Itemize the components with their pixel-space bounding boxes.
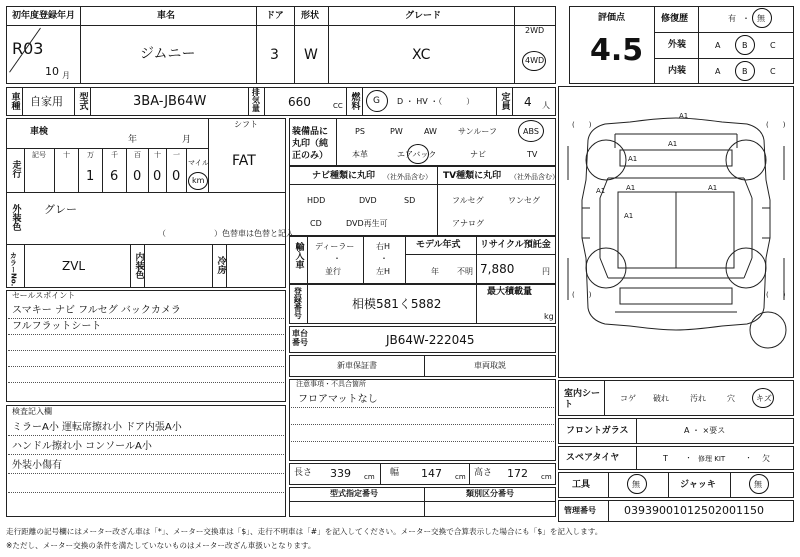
grade-label: グレード: [405, 11, 442, 21]
diagram-mark-4: A1: [626, 184, 636, 192]
first-reg-label: 初年度登録年月: [12, 11, 76, 21]
capacity-unit: 人: [542, 101, 550, 110]
exterior-a: A: [715, 41, 721, 50]
color-no-label: カラーNo.: [9, 252, 18, 287]
diagram-paren-1: ( ): [572, 121, 592, 129]
displacement-label: 排気量: [251, 88, 261, 112]
interior-c: C: [770, 67, 776, 76]
equip-leather: 本革: [352, 150, 368, 159]
mileage-d5: 0: [172, 169, 181, 184]
navi-sub: （社外品含む）: [383, 173, 432, 181]
color-no-value: ZVL: [62, 259, 86, 273]
inspect-label: 検査記入欄: [12, 407, 52, 416]
model-value: 3BA-JB64W: [133, 94, 207, 109]
mgmt-label: 管理番号: [564, 506, 596, 515]
navi-label: ナビ種類に丸印: [312, 171, 376, 181]
sheet-label: 室内シート: [564, 389, 601, 410]
mileage-sign: 記号: [32, 151, 46, 159]
first-reg-month: 10: [45, 65, 59, 78]
chassis-value: JB64W-222045: [386, 333, 475, 347]
mileage-h4: 十: [154, 151, 161, 159]
mileage-h2: 千: [111, 151, 118, 159]
navi-dvd: DVD: [359, 196, 377, 205]
diagram-mark-1: A1: [679, 112, 689, 120]
hei-value: 172: [507, 467, 528, 480]
mileage-d4: 0: [153, 169, 162, 184]
inspection-year: 年: [128, 135, 138, 145]
interior-b: B: [742, 67, 748, 76]
import-parallel: 並行: [325, 267, 341, 276]
score-label: 評価点: [598, 13, 626, 23]
interior-a: A: [715, 67, 721, 76]
inspect-line-2: ハンドル擦れ小 コンソールA小: [12, 441, 152, 452]
reg-value: 相模581く5882: [352, 297, 442, 311]
notes-block: [289, 379, 556, 461]
interior-label: 内装: [668, 66, 687, 76]
notes-label: 注意事項・不具合箇所: [296, 380, 366, 388]
diagram-mark-2: A1: [668, 140, 678, 148]
car-name-label: 車名: [157, 11, 176, 21]
hei-unit: cm: [541, 473, 552, 481]
inspection-label: 車検: [30, 127, 49, 137]
mileage-h1: 万: [87, 151, 94, 159]
interior-color-label: 内装色: [133, 252, 144, 279]
mileage-h5: 一: [173, 151, 180, 159]
inspect-line-1: ミラーA小 運転席擦れ小 ドア内張A小: [12, 422, 182, 433]
navi-sd: SD: [404, 196, 416, 205]
shift-label: シフト: [234, 120, 258, 129]
repair-dot: ・: [742, 14, 750, 23]
sales-line-1: スマキー ナビ フルセグ バックカメラ: [12, 305, 181, 316]
mileage-d3: 0: [133, 169, 142, 184]
tools-value: 無: [632, 480, 640, 489]
diagram-paren-4: ( ): [766, 291, 786, 299]
exterior-b: B: [742, 41, 748, 50]
sheet-yogore: 汚れ: [690, 394, 706, 403]
use-value: 自家用: [30, 95, 63, 108]
exterior-label: 外装: [668, 40, 687, 50]
navi-dvd-play: DVD再生可: [346, 219, 388, 228]
equip-navi: ナビ: [470, 150, 486, 159]
diagram-paren-2: ( ): [766, 121, 786, 129]
warranty-label: 新車保証書: [337, 361, 377, 370]
spare-dot2: ・: [745, 454, 752, 462]
wid-unit: cm: [455, 473, 466, 481]
footer-line-1: 走行距離の記号欄にはメーター改ざん車は「*」、メーター交換車は「$」、走行不明車は「#」を記入してください。メーター交換で合算表示した場合にも「$」を記入します。: [6, 527, 603, 536]
import-left: 左H: [376, 267, 391, 276]
glass-value: A ・ ×要ス: [684, 426, 726, 435]
equip-ps: PS: [355, 127, 365, 136]
footer-line-2: ※ただし、メーター交換の条件を満たしていないものはメーター改ざん車扱いとなります。: [6, 541, 316, 550]
type-no-label: 型式指定番号: [330, 489, 378, 498]
sales-line-2: フルフラットシート: [12, 321, 102, 332]
wid-label: 幅: [390, 468, 400, 478]
reg-label: 登録番号: [293, 287, 303, 319]
inspect-line-3: 外装小傷有: [12, 460, 62, 471]
equipment-label: 装備品に丸印（純正のみ）: [292, 127, 329, 162]
notes-value: フロアマットなし: [298, 394, 378, 405]
diagram-paren-3: ( ): [572, 291, 592, 299]
jack-label: ジャッキ: [680, 480, 716, 490]
mileage-d1: 1: [86, 169, 95, 184]
equip-abs: ABS: [523, 127, 539, 136]
mgmt-value: 03939001012502001150: [624, 504, 764, 517]
displacement-value: 660: [288, 95, 311, 109]
aircon-label: 冷房: [215, 256, 226, 274]
car-name: ジムニー: [140, 46, 196, 62]
payload-unit: kg: [544, 312, 554, 321]
tools-label: 工具: [572, 480, 591, 490]
mileage-label: 走行: [10, 160, 21, 178]
tv-oneseg: ワンセグ: [508, 196, 540, 205]
mileage-mile: マイル: [188, 159, 209, 167]
spare-missing: 欠: [762, 454, 770, 463]
wid-value: 147: [421, 467, 442, 480]
color-label: 外装色: [10, 204, 21, 231]
fuel-g: G: [373, 96, 380, 106]
mileage-h3: 百: [134, 151, 141, 159]
repair-no: 無: [757, 14, 765, 23]
color-paren: （ ）色替車は色替と記入: [158, 229, 294, 238]
equip-sunroof: サンルーフ: [458, 127, 497, 136]
shift-value: FAT: [232, 153, 256, 169]
inspection-month: 月: [182, 135, 192, 145]
fuel-rest: D ・ HV ・（ ）: [397, 97, 475, 106]
import-right: 右H: [376, 242, 391, 251]
diagram-mark-6: A1: [708, 184, 718, 192]
car-diagram: [560, 88, 792, 376]
glass-label: フロントガラス: [566, 426, 629, 436]
len-value: 339: [330, 467, 351, 480]
chassis-label: 車台番号: [292, 329, 308, 347]
import-label: 輸入車: [293, 242, 304, 269]
len-unit: cm: [364, 473, 375, 481]
jack-value: 無: [754, 480, 762, 489]
equip-pw: PW: [390, 127, 403, 136]
use-label: 車種: [9, 92, 20, 110]
cc-unit: CC: [333, 102, 343, 110]
import-dot2: ・: [380, 254, 388, 263]
diagram-mark-3: A1: [628, 155, 638, 163]
equip-aw: AW: [424, 127, 437, 136]
diagram-mark-5: A1: [596, 187, 606, 195]
sheet-ana: 穴: [727, 394, 735, 403]
sheet-kizu: キズ: [756, 394, 772, 403]
class-no-label: 類別区分番号: [466, 489, 514, 498]
tv-label: TV種類に丸印: [443, 171, 502, 181]
warranty-block: [289, 355, 556, 377]
import-dealer: ディーラー: [315, 242, 355, 251]
exterior-c: C: [770, 41, 776, 50]
hei-label: 高さ: [474, 468, 493, 478]
spare-label: スペアタイヤ: [566, 453, 620, 463]
model-label: 型式: [77, 92, 88, 110]
diagram-mark-7: A1: [624, 212, 634, 220]
manual-label: 車両取説: [474, 361, 506, 370]
drive-4wd: 4WD: [525, 56, 545, 65]
sales-label: セールスポイント: [12, 291, 76, 300]
spare-dot: ・: [685, 454, 692, 462]
import-dot: ・: [333, 254, 341, 263]
model-year-label: モデル年式: [416, 240, 461, 250]
score-value: 4.5: [590, 33, 644, 68]
sheet-koge: コゲ: [620, 394, 636, 403]
first-reg-year: R03: [12, 39, 44, 58]
equip-tv: TV: [527, 150, 538, 159]
recycle-value: 7,880: [480, 262, 515, 276]
recycle-unit: 円: [542, 267, 550, 276]
first-reg-month-unit: 月: [62, 71, 70, 80]
payload-label: 最大積載量: [487, 287, 533, 297]
color-value: グレー: [44, 203, 77, 216]
navi-hdd: HDD: [307, 196, 326, 205]
capacity-label: 定員: [499, 92, 510, 110]
model-year-unknown: 不明: [457, 267, 473, 276]
fuel-label: 燃料: [349, 92, 360, 110]
navi-cd: CD: [310, 219, 322, 228]
door-value: 3: [270, 47, 279, 63]
recycle-label: リサイクル預託金: [480, 240, 551, 250]
spare-kit: 修理 KIT: [698, 455, 726, 463]
len-label: 長さ: [294, 468, 313, 478]
repair-label: 修復歴: [661, 14, 689, 24]
model-year-year: 年: [431, 267, 439, 276]
mileage-d2: 6: [110, 169, 119, 184]
tv-sub: （社外品含む）: [510, 173, 559, 181]
equip-airbag: エアバック: [397, 150, 437, 159]
spare-t: T: [663, 454, 668, 463]
mileage-km: km: [192, 176, 205, 185]
drive-2wd: 2WD: [525, 26, 545, 35]
door-label: ドア: [266, 11, 284, 21]
mileage-h0: 十: [63, 151, 70, 159]
shape-label: 形状: [301, 11, 320, 21]
tv-analog: アナログ: [452, 219, 484, 228]
repair-yes: 有: [728, 14, 736, 23]
capacity-value: 4: [524, 95, 532, 109]
shape-value: W: [304, 47, 318, 63]
grade-value: XC: [412, 47, 431, 63]
tv-fullseg: フルセグ: [452, 196, 484, 205]
sheet-yabure: 破れ: [653, 394, 669, 403]
